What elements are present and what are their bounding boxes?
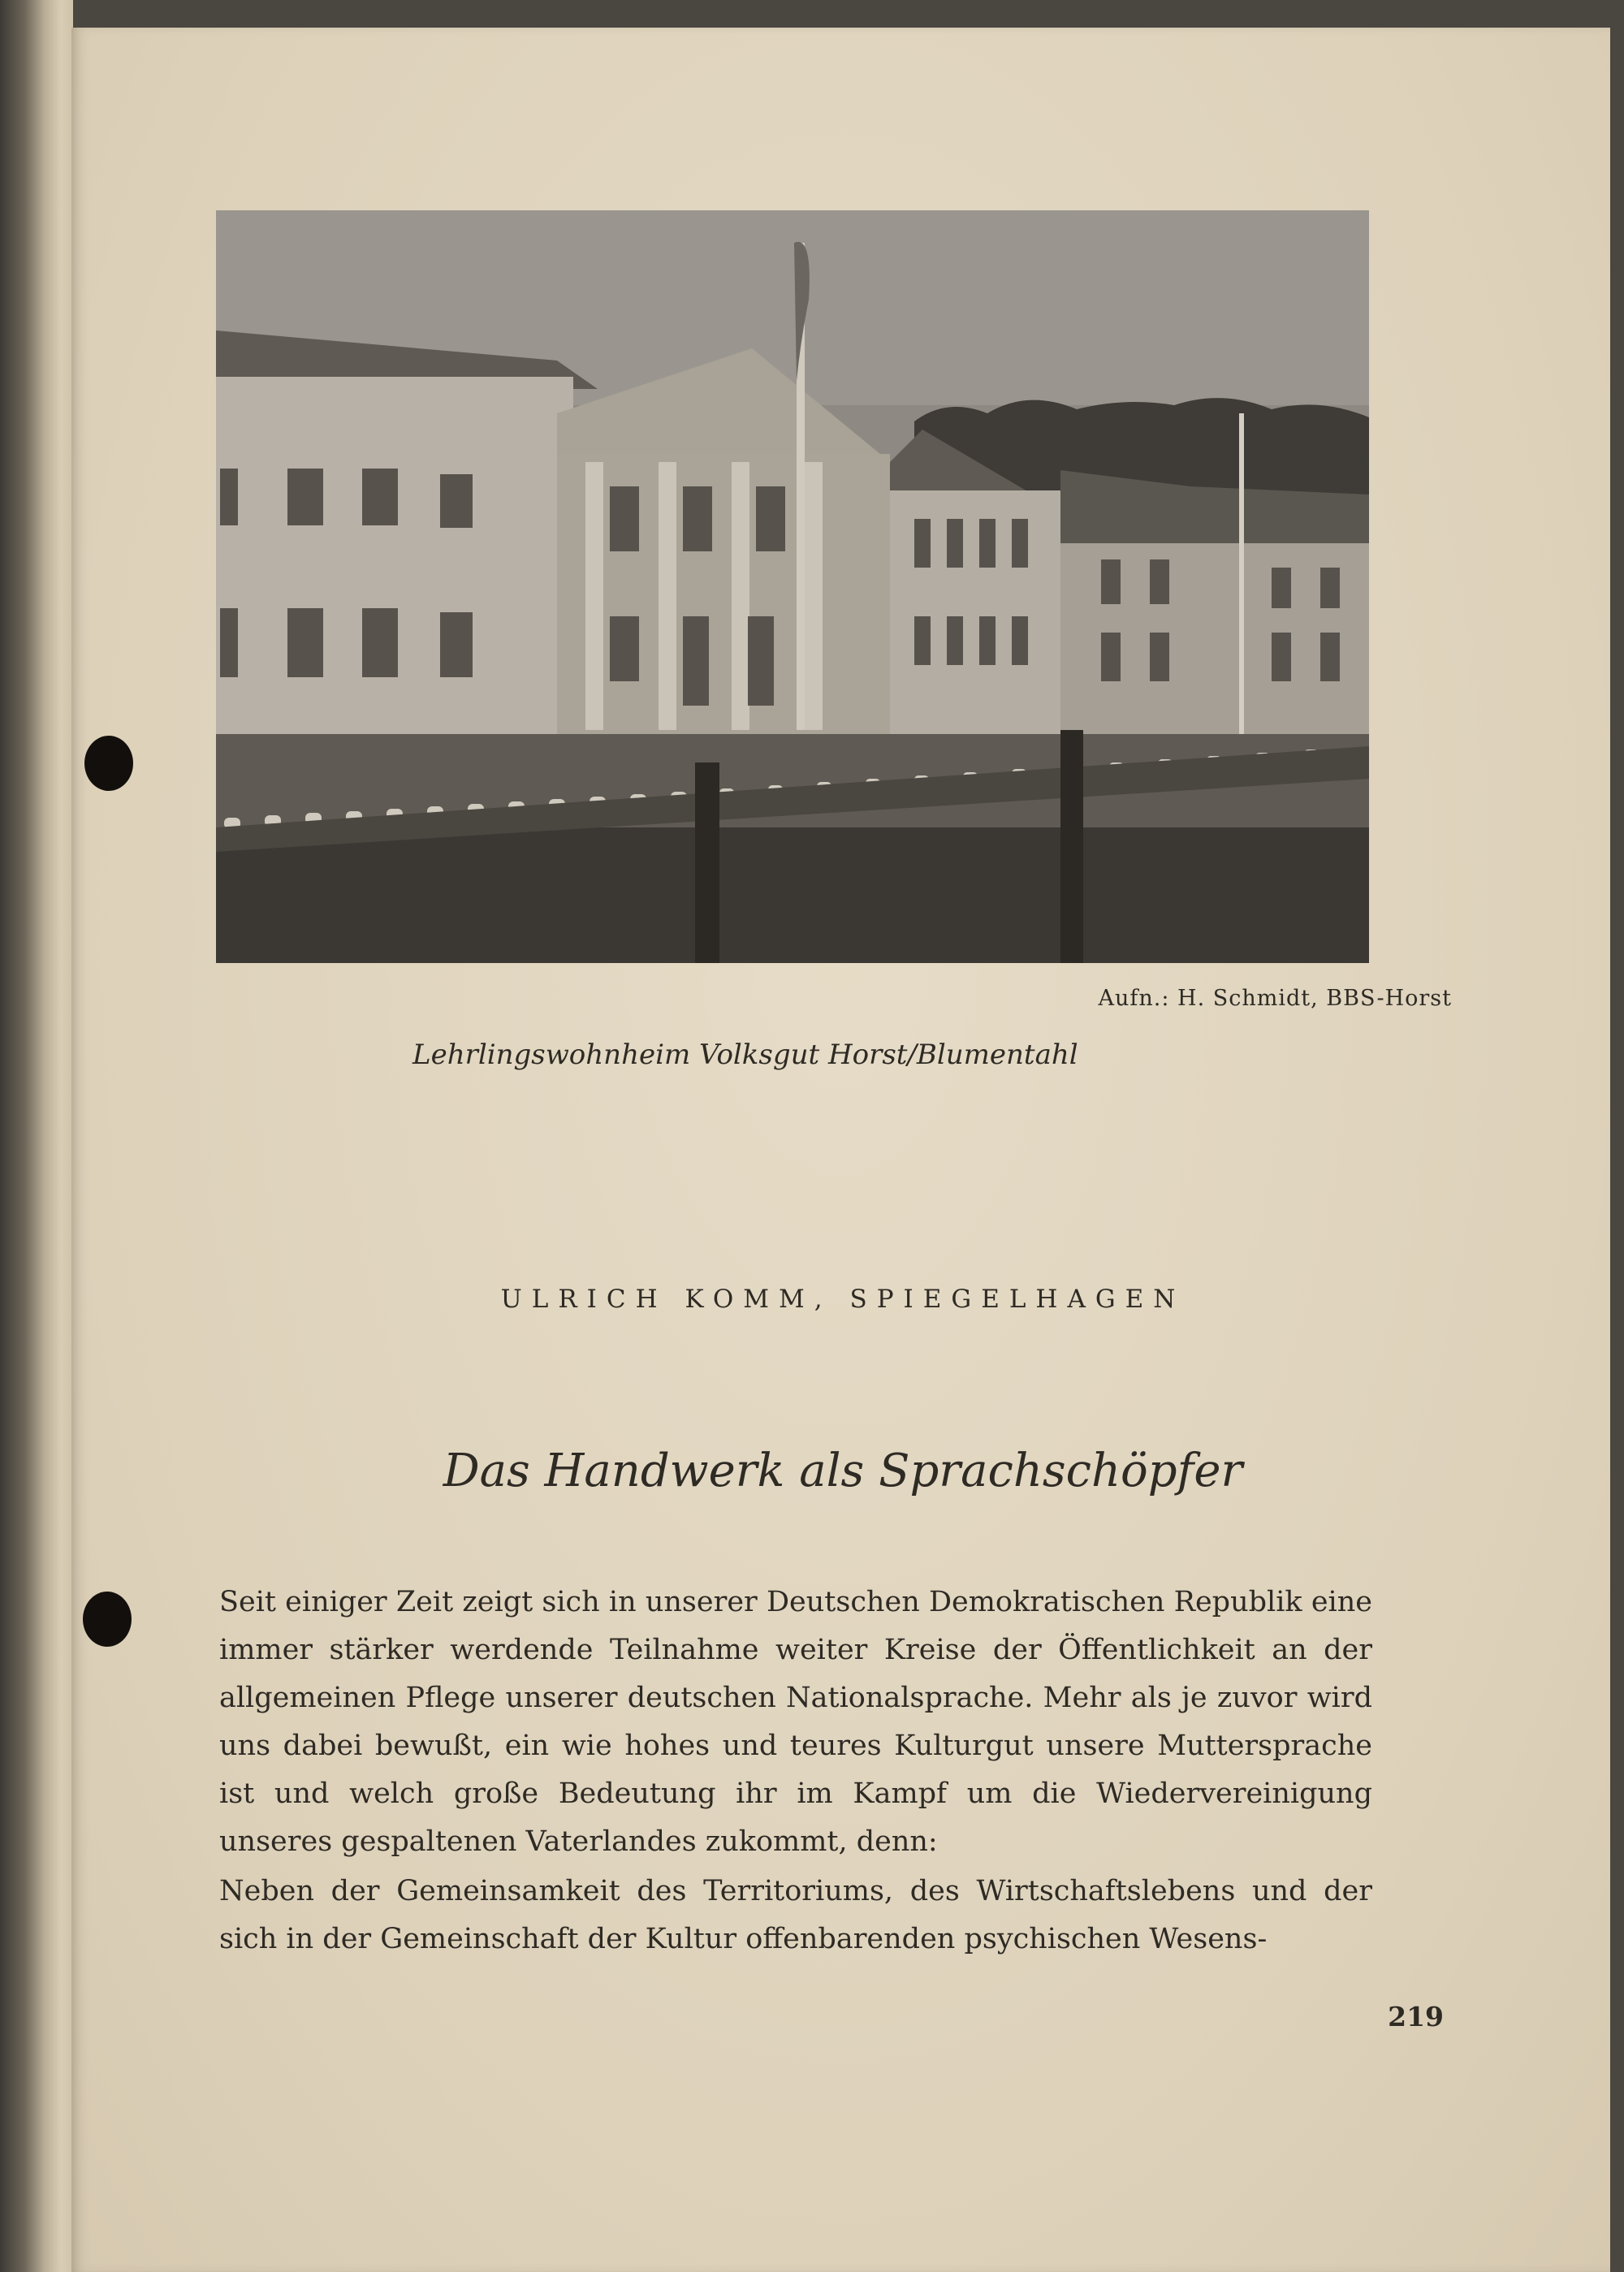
- article-author: ULRICH KOMM, SPIEGELHAGEN: [500, 1285, 1186, 1314]
- paragraph: Seit einiger Zeit zeigt sich in unserer Deutschen Demokratischen Republik eine immer stärker werdende Teilnahme weiter Kreise der Öffentlichkeit an der allgemeinen Pflege unserer deutschen Nationalsprache. Mehr als je zuvor wird uns dabei bewußt, ein wie hohes und teures Kulturgut unsere Muttersprache ist und welch große Bedeutung ihr im Kampf um die Wiedervereinigung unseres gespaltenen Vaterlandes zukommt, denn:: [219, 1586, 1372, 1858]
- photo-credit: Aufn.: H. Schmidt, BBS-Horst: [1098, 986, 1452, 1011]
- photograph-building: [216, 210, 1369, 963]
- punch-hole: [83, 1592, 132, 1647]
- book-spine: [0, 0, 73, 2272]
- article-title: Das Handwerk als Sprachschöpfer: [443, 1445, 1243, 1497]
- punch-hole: [84, 736, 133, 791]
- article-body: [219, 1579, 1372, 1965]
- paragraph: Neben der Gemeinsamkeit des Territoriums, des Wirtschaftslebens und der sich in der Gemeinschaft der Kultur offenbarenden psychischen Wesens-: [219, 1875, 1372, 1955]
- book-page: [71, 28, 1610, 2272]
- photo-caption: Lehrlingswohnheim Volksgut Horst/Blumentahl: [412, 1039, 1078, 1071]
- page-number: 219: [1388, 2001, 1444, 2032]
